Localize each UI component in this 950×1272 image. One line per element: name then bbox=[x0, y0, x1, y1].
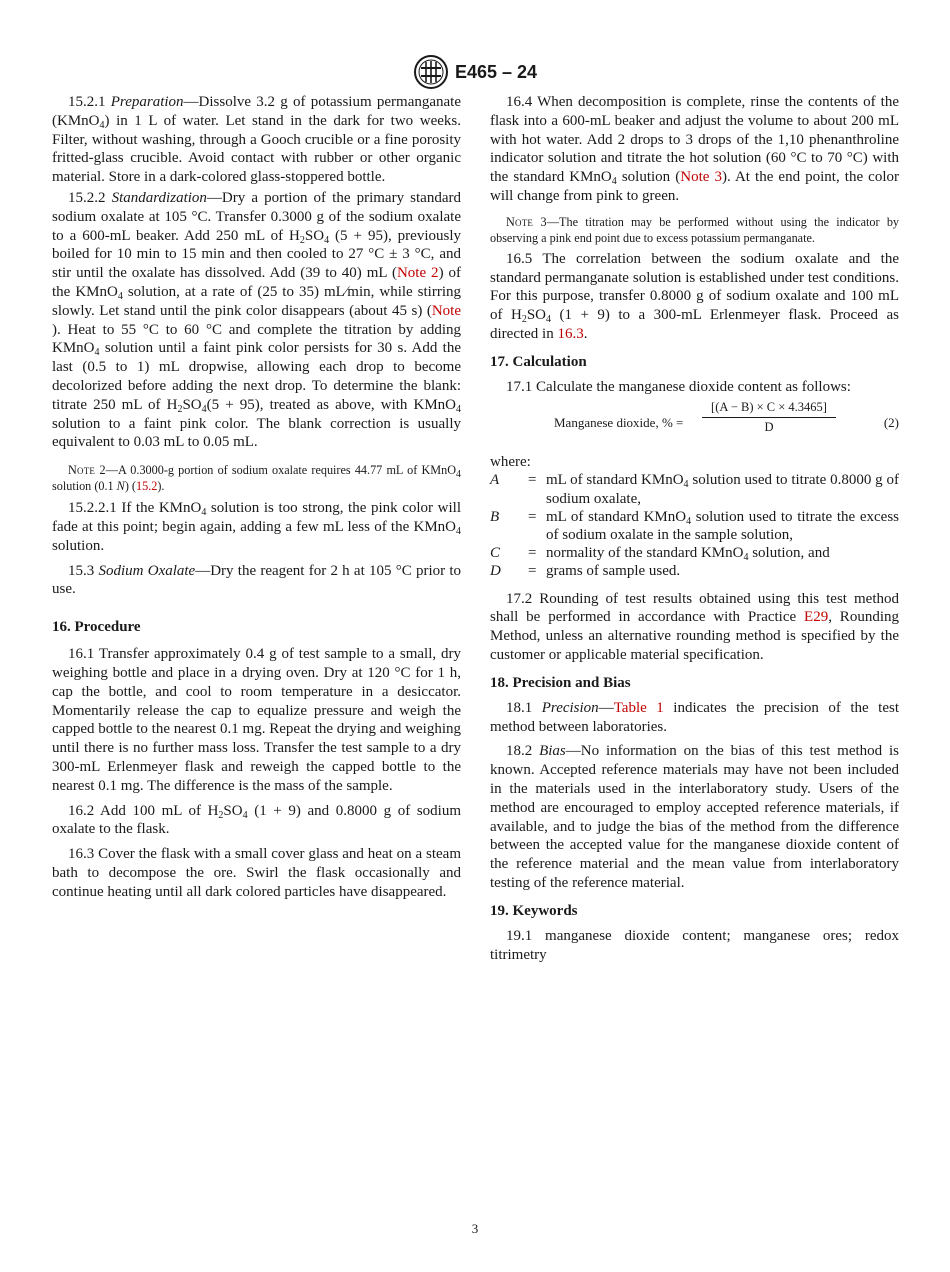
variable-definition: D = grams of sample used. bbox=[490, 563, 681, 580]
paragraph-15-2-2: 15.2.2 Standardization—Dry a portion of the primary standard sodium oxalate at 105 °C. Transfer 0.3000 g of the sodium oxalate to a 600-mL beaker. Add 250 mL of $H_2SO_4$ (5 + 95), previously boiled for 10 min to 15 min and then cooled to 27 °C ± 3 °C, and stir until the oxalate has dissolved. Add (39 to 40) mL (Note 2) of the KMnO$_4$ solution, at a rate of (25 to 35) mL⁄min, while stirring slowly. Let stand until the pink color disappears (about 45 s) (Note ). Heat to 55 °C to 60 °C and complete the titration by adding KMnO$_4$ solution until a faint pink color persists for 30 s. Add the last (0.5 to 1) mL dropwise, allowing each drop to become decolorized before adding the next drop. To determine the blank: titrate 250 mL of $H_2SO_4(5 + 95)$, treated as above, with KMnO$_4$ solution to a faint pink color. The blank correction is usually equivalent to 0.03 mL to 0.05 mL. bbox=[52, 189, 462, 451]
equation-fraction bbox=[702, 400, 836, 435]
section-heading-18: 18. Precision and Bias bbox=[490, 674, 631, 691]
paragraph-17-1: 17.1 Calculate the manganese dioxide content as follows: bbox=[506, 378, 851, 395]
variable-definition: B = mL of standard KMnO$_4$ solution used to titrate the excess of sodium oxalate in the sample solution, bbox=[490, 508, 899, 543]
variable-definition: C = normality of the standard KMnO$_4$ solution, and bbox=[490, 545, 830, 564]
note-3: Note 3—The titration may be performed without using the indicator by observing a pink end point due to excess potassium permanganate. bbox=[490, 214, 900, 245]
section-heading-17: 17. Calculation bbox=[490, 353, 587, 370]
note-2-link[interactable]: Note 2 bbox=[396, 265, 439, 282]
section-heading-16: 16. Procedure bbox=[52, 619, 141, 636]
paragraph-16-4: 16.4 When decomposition is complete, rinse the contents of the flask into a 600-mL beaker and adjust the volume to about 200 mL with hot water. Add 2 drops to 3 drops of the 1,10 phenanthroline indicator solution and titrate the hot solution (60 °C to 70 °C) with the standard KMnO$_4$ solution (Note 3). At the end point, the color will change from pink to green. bbox=[490, 94, 899, 204]
page-number: 3 bbox=[471, 1221, 479, 1236]
left-column bbox=[52, 93, 461, 901]
variable-definition: A = mL of standard KMnO$_4$ solution used to titrate 0.8000 g of sodium oxalate, bbox=[490, 472, 899, 507]
paragraph-17-2: 17.2 Rounding of test results obtained using this test method shall be performed in accordance with Practice E29, Rounding Method, unless an alternative rounding method is specified by the customer or applicable material specification. bbox=[490, 590, 899, 663]
section-16-3-link[interactable]: 16.3 bbox=[557, 325, 584, 342]
equation-2 bbox=[490, 397, 899, 453]
paragraph-15-2-1: 15.2.1 Preparation—Dissolve 3.2 g of potassium permanganate (KMnO$_4$) in 1 L of water. Let stand in the dark for two weeks. Filter, without washing, through a Gooch crucible or a fine porosity fritted-glass crucible. Avoid contact with rubber or other organic material. Store in a dark-colored glass-stoppered bottle. bbox=[52, 94, 462, 186]
paragraph-15-2-2-1: 15.2.2.1 If the KMnO$_4$ solution is too strong, the pink color will fade at this point; begin again, adding a few mL less of the KMnO$_4$ solution. bbox=[52, 500, 461, 554]
document-designation: E465 – 24 bbox=[454, 61, 538, 82]
paragraph-16-3: 16.3 Cover the flask with a small cover glass and heat on a steam bath to decompose the ore. Swirl the flask occasionally and continue heating until all dark colored particles have disappeared. bbox=[52, 846, 461, 900]
equation-number: (2) bbox=[883, 414, 899, 430]
paragraph-16-2: 16.2 Add 100 mL of $H_2SO_4$ (1 + 9) and 0.8000 g of sodium oxalate to the flask. bbox=[52, 802, 461, 838]
page-header bbox=[0, 54, 950, 90]
paragraph-18-1: 18.1 Precision—Table 1 indicates the precision of the test method between laboratories. bbox=[490, 699, 899, 735]
table-1-link[interactable]: Table 1 bbox=[613, 699, 664, 716]
paragraph-16-1: 16.1 Transfer approximately 0.4 g of test sample to a small, dry weighing bottle and place in a drying oven. Dry at 120 °C for 1 h, cap the bottle, and cool to room temperature in a desiccator. Momentarily release the cap to equalize pressure and weigh the capped bottle to the nearest 0.1 mg. Repeat the drying and weighing until there is no further mass loss. Transfer the test sample to a dry 300-mL Erlenmeyer flask and reweigh the capped bottle to the nearest 0.1 mg. The difference is the mass of the sample. bbox=[52, 646, 461, 794]
paragraph-18-2: 18.2 Bias—No information on the bias of this test method is known. Accepted reference materials may have not been included in the materials used in the interlaboratory study. Users of the method are encouraged to employ accepted reference materials, if available, and to judge the bias of the method from the difference between the accepted value for the manganese dioxide content of the reference material and the mean value from interlaboratory testing of the reference material. bbox=[490, 743, 899, 891]
astm-logo-icon bbox=[413, 54, 449, 90]
note-3-link[interactable]: Note 3 bbox=[680, 169, 722, 186]
e29-link[interactable]: E29 bbox=[804, 609, 829, 626]
equation-denominator: D bbox=[764, 419, 774, 434]
equation-numerator: [(A − B) × C × 4.3465] bbox=[702, 400, 836, 418]
equation-lhs: Manganese dioxide, % = bbox=[554, 414, 684, 430]
section-15-2-link[interactable]: 15.2 bbox=[135, 479, 158, 494]
paragraph-16-5: 16.5 The correlation between the sodium oxalate and the standard permanganate solution is established under test conditions. For this purpose, transfer 0.8000 g of sodium oxalate and 100 mL of $H_2SO_4$ (1 + 9) to a 300-mL Erlenmeyer flask. Proceed as directed in 16.3. bbox=[490, 250, 900, 342]
right-column bbox=[490, 93, 899, 964]
paragraph-15-3: 15.3 Sodium Oxalate—Dry the reagent for 2 h at 105 °C prior to use. bbox=[52, 562, 462, 598]
note-link[interactable]: Note bbox=[431, 302, 461, 319]
paragraph-19-1: 19.1 manganese dioxide content; manganese ores; redox titrimetry bbox=[490, 927, 899, 963]
section-heading-19: 19. Keywords bbox=[490, 902, 578, 919]
where-label: where: bbox=[490, 453, 531, 470]
note-2: Note 2—A 0.3000-g portion of sodium oxalate requires 44.77 mL of KMnO$_4$ solution (0.1 N) (15.2). bbox=[52, 463, 461, 494]
